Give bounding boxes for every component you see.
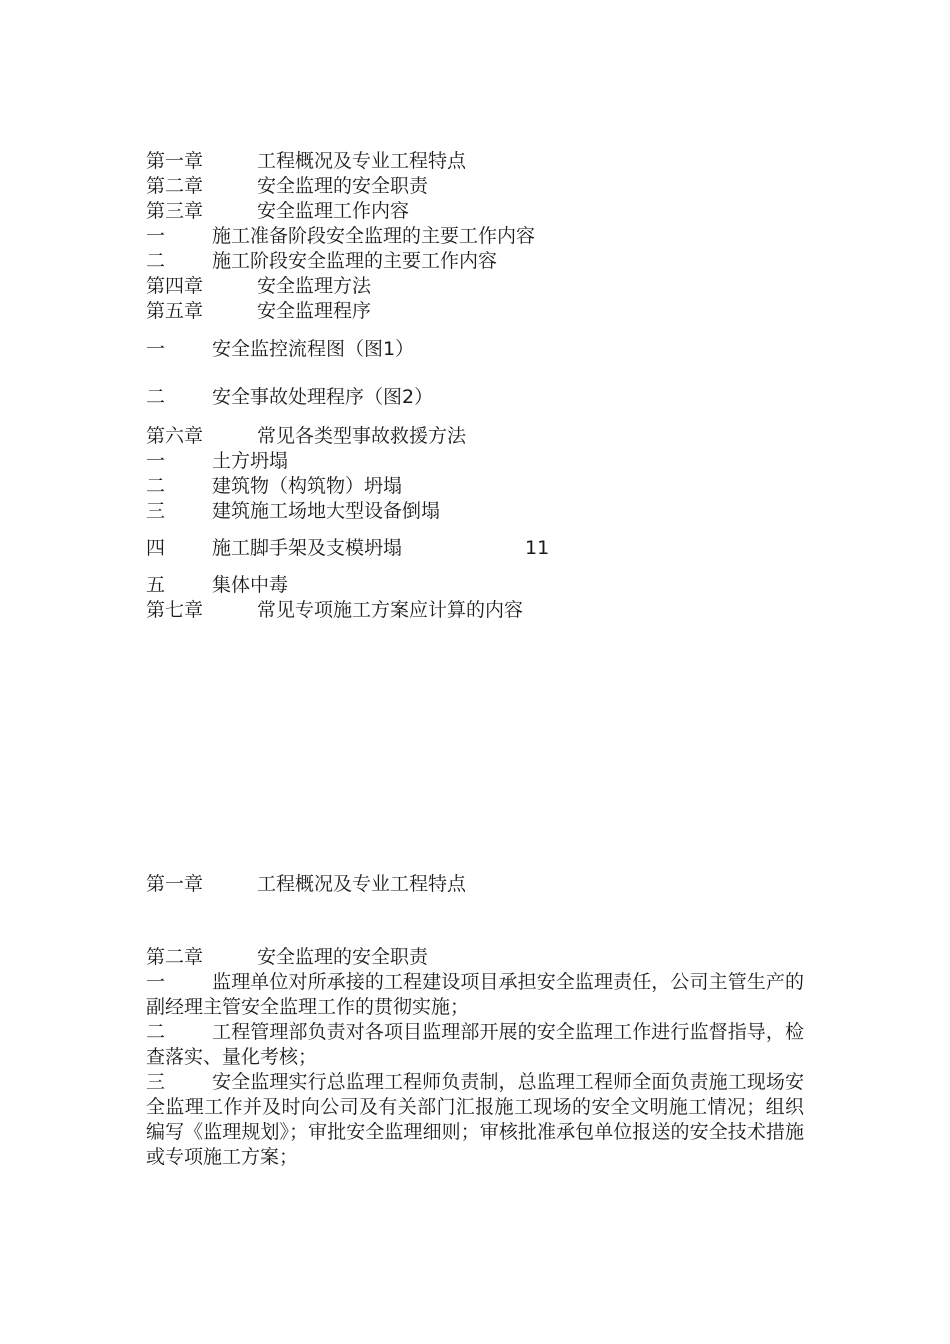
toc-entry-number: 一 xyxy=(146,450,166,472)
paragraph-number: 二 xyxy=(146,1021,166,1043)
toc-entry-number: 三 xyxy=(146,500,166,522)
toc-entry xyxy=(146,423,466,449)
toc-entry xyxy=(146,535,566,561)
chapter-title: 工程概况及专业工程特点 xyxy=(257,873,467,895)
toc-entry xyxy=(146,384,433,410)
toc-entry-title: 施工准备阶段安全监理的主要工作内容 xyxy=(212,225,536,247)
toc-page-number: 11 xyxy=(525,537,550,559)
paragraph-text: 安全监理实行总监理工程师负责制，总监理工程师全面负责施工现场安全监理工作并及时向公司及有关部门汇报施工现场的安全文明施工情况；组织编写《监理规划》；审批安全监理细则；审核批准承包单位报送的安全技术措施或专项施工方案； xyxy=(146,1071,804,1168)
toc-entry-title: 安全监理工作内容 xyxy=(257,200,410,222)
chapter-title: 安全监理的安全职责 xyxy=(257,946,429,968)
paragraph-text: 工程管理部负责对各项目监理部开展的安全监理工作进行监督指导，检查落实、量化考核； xyxy=(146,1021,804,1068)
toc-entry-number: 一 xyxy=(146,225,166,247)
toc-entry xyxy=(146,572,288,598)
paragraph-number: 三 xyxy=(146,1071,166,1093)
chapter-number: 第一章 xyxy=(146,873,204,895)
chapter-1-heading xyxy=(146,871,466,897)
toc-entry-number: 第五章 xyxy=(146,300,204,322)
toc-entry-title: 施工脚手架及支模坍塌 xyxy=(212,537,403,559)
paragraph xyxy=(146,1070,804,1170)
toc-entry xyxy=(146,597,523,623)
toc-entry-title: 安全监控流程图（图1） xyxy=(212,338,415,360)
chapter-2-heading xyxy=(146,944,428,970)
toc-entry-number: 二 xyxy=(146,386,166,408)
toc-entry-title: 建筑物（构筑物）坍塌 xyxy=(212,475,403,497)
toc-entry-number: 一 xyxy=(146,338,166,360)
toc-entry xyxy=(146,273,371,299)
paragraph xyxy=(146,1020,804,1070)
toc-entry-number: 五 xyxy=(146,574,166,596)
toc-entry-title: 安全监理程序 xyxy=(257,300,372,322)
paragraph-number: 一 xyxy=(146,971,166,993)
toc-entry xyxy=(146,248,497,274)
toc-entry-title: 常见专项施工方案应计算的内容 xyxy=(257,599,524,621)
toc-entry xyxy=(146,498,440,524)
paragraph xyxy=(146,970,804,1020)
toc-entry xyxy=(146,173,428,199)
chapter-number: 第二章 xyxy=(146,946,204,968)
paragraph-text: 监理单位对所承接的工程建设项目承担安全监理责任，公司主管生产的副经理主管安全监理工作的贯彻实施； xyxy=(146,971,804,1018)
toc-entry xyxy=(146,198,409,224)
toc-entry xyxy=(146,473,402,499)
toc-entry-number: 二 xyxy=(146,250,166,272)
toc-entry-title: 工程概况及专业工程特点 xyxy=(257,150,467,172)
toc-entry-title: 集体中毒 xyxy=(212,574,289,596)
toc-entry-title: 安全事故处理程序（图2） xyxy=(212,386,434,408)
toc-entry xyxy=(146,223,535,249)
toc-entry-number: 二 xyxy=(146,475,166,497)
toc-entry xyxy=(146,336,414,362)
toc-entry-title: 常见各类型事故救援方法 xyxy=(257,425,467,447)
toc-entry-number: 第二章 xyxy=(146,175,204,197)
toc-entry-title: 施工阶段安全监理的主要工作内容 xyxy=(212,250,498,272)
toc-entry-title: 土方坍塌 xyxy=(212,450,289,472)
toc-entry-title: 安全监理方法 xyxy=(257,275,372,297)
toc-entry-number: 第三章 xyxy=(146,200,204,222)
toc-entry-number: 第四章 xyxy=(146,275,204,297)
toc-entry xyxy=(146,298,371,324)
toc-entry xyxy=(146,448,288,474)
chapter-2-body xyxy=(146,970,804,1170)
toc-entry-title: 安全监理的安全职责 xyxy=(257,175,429,197)
toc-entry xyxy=(146,148,466,174)
toc-entry-number: 四 xyxy=(146,537,166,559)
toc-entry-title: 建筑施工场地大型设备倒塌 xyxy=(212,500,441,522)
toc-entry-number: 第六章 xyxy=(146,425,204,447)
toc-entry-number: 第七章 xyxy=(146,599,204,621)
toc-entry-number: 第一章 xyxy=(146,150,204,172)
